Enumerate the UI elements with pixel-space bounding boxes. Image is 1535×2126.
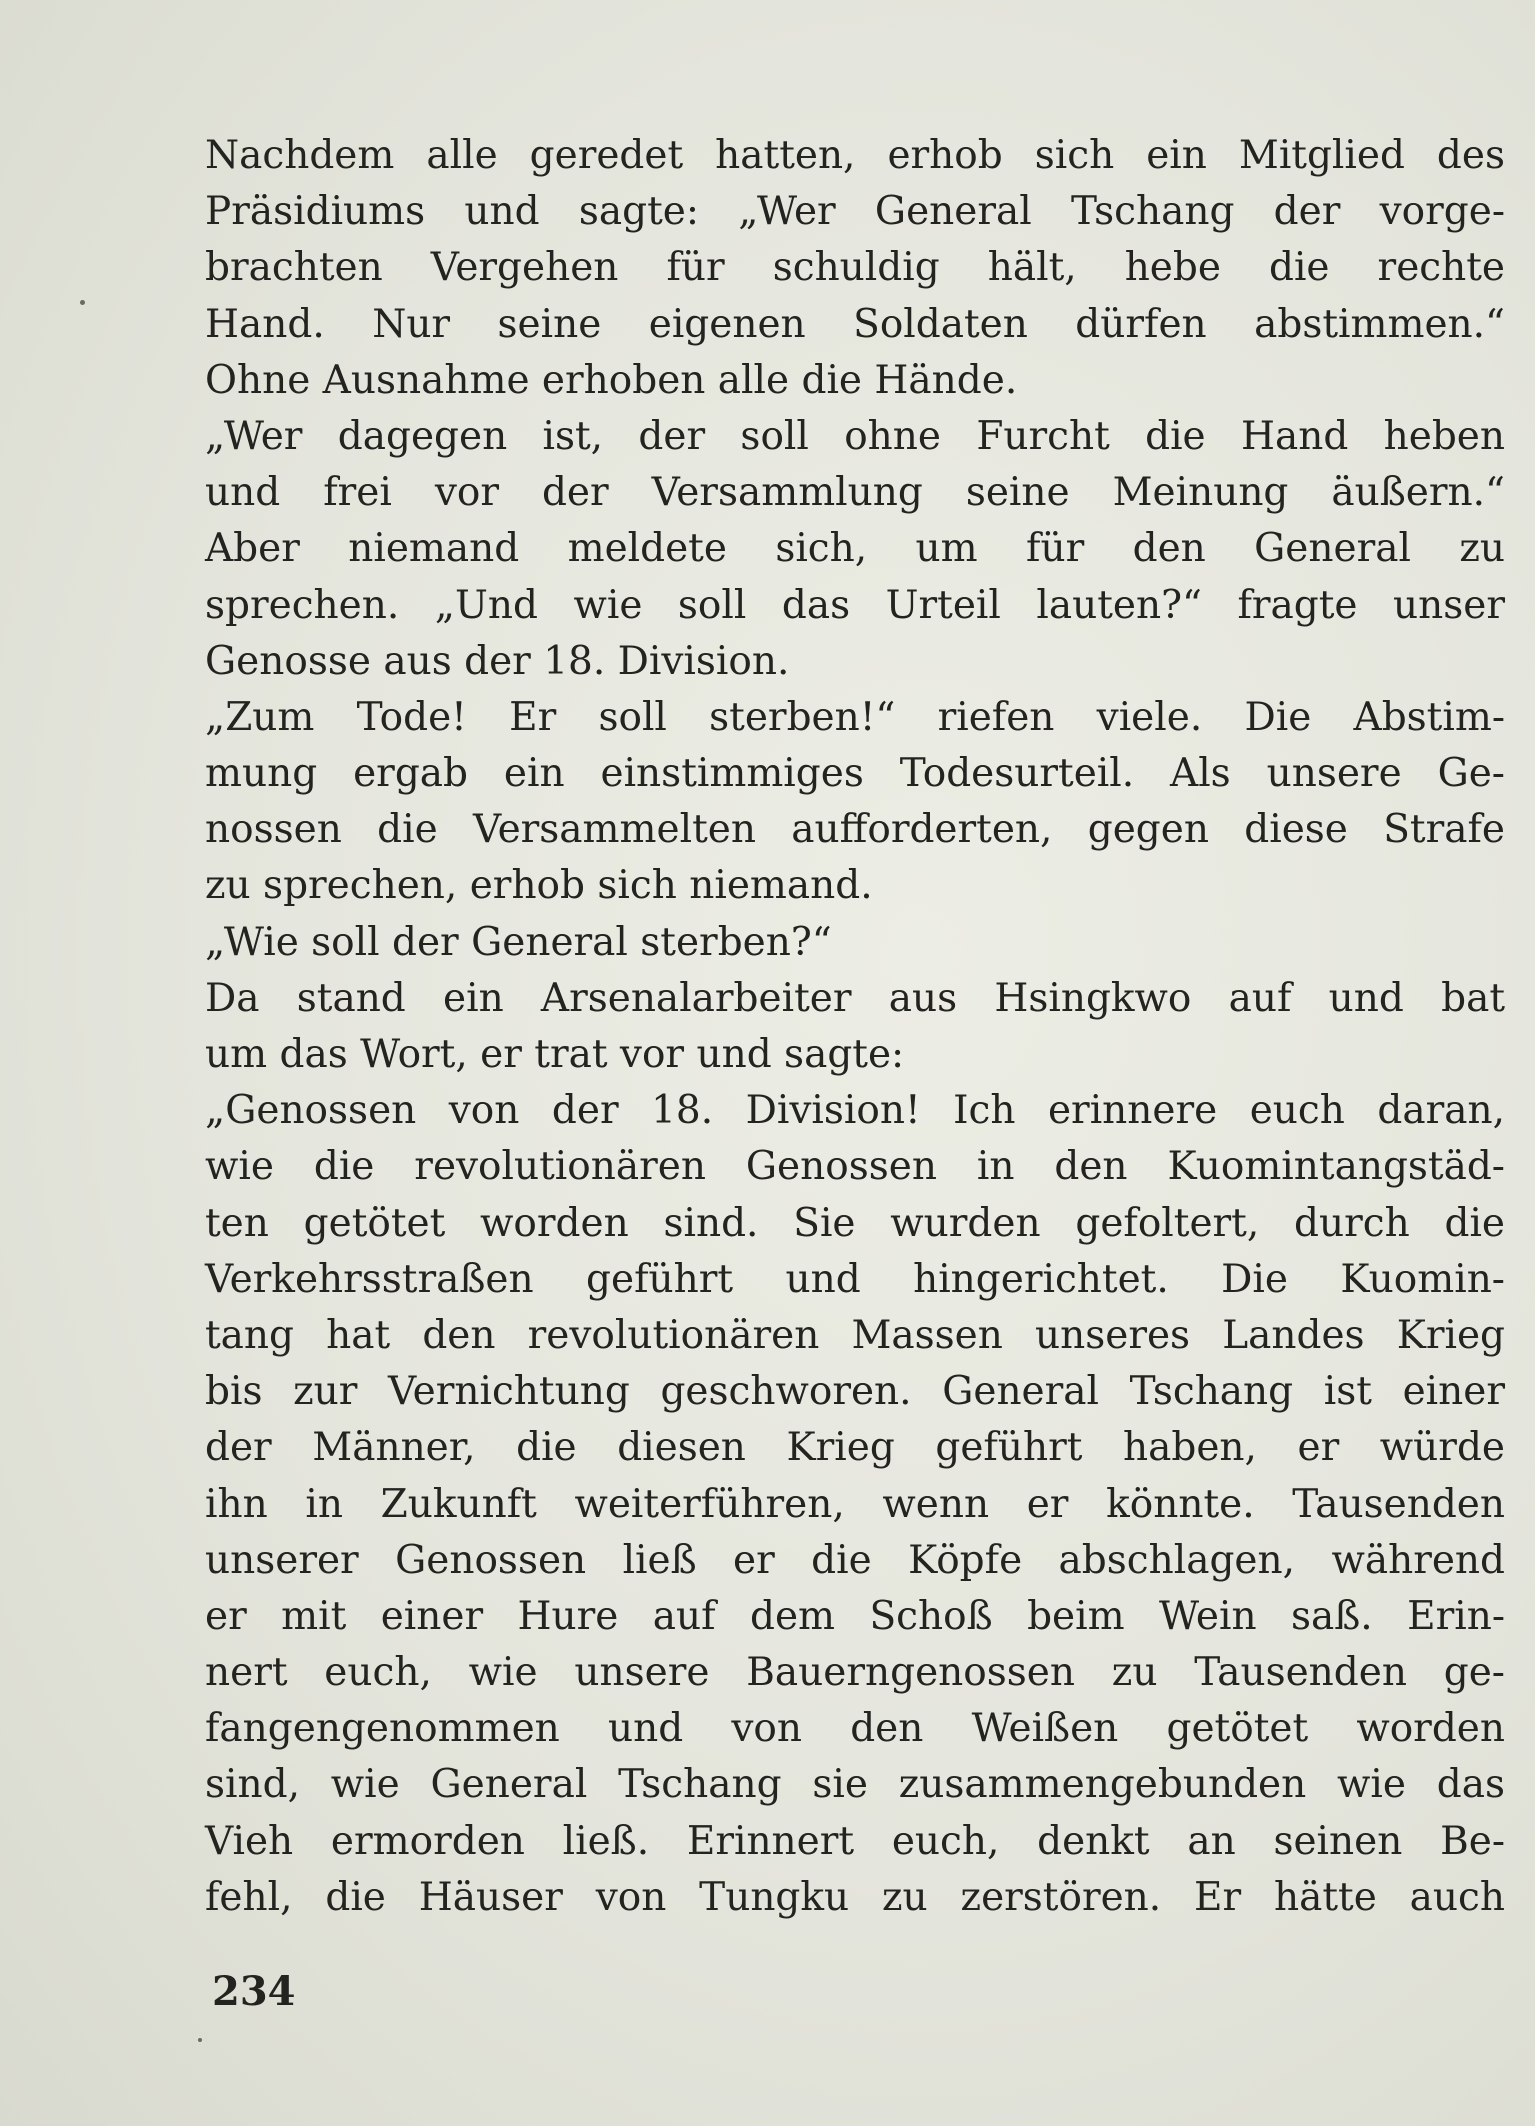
text-line: „Wie soll der General sterben?“ (205, 919, 832, 965)
text-line: um das Wort, er trat vor und sagte: (205, 1032, 905, 1077)
text-line: zu sprechen, erhob sich niemand. (205, 863, 873, 909)
text-line: Da stand ein Arsenalarbeiter aus Hsingkwo auf und bat (205, 975, 1505, 1021)
page-text (205, 128, 1505, 1926)
text-line: der Männer, die diesen Krieg geführt haben, er würde (205, 1425, 1505, 1471)
text-line: Genosse aus der 18. Division. (205, 638, 790, 684)
text-line: nossen die Versammelten aufforderten, gegen diese Strafe (205, 807, 1505, 853)
paper-speck (198, 2038, 202, 2042)
text-line: ihn in Zukunft weiterführen, wenn er könnte. Tausenden (205, 1481, 1505, 1527)
text-line: ten getötet worden sind. Sie wurden gefoltert, durch die (205, 1200, 1505, 1246)
text-line: wie die revolutionären Genossen in den Kuomintangstäd- (205, 1144, 1505, 1190)
text-line: sprechen. „Und wie soll das Urteil lauten?“ fragte unser (205, 582, 1505, 628)
text-line: und frei vor der Versammlung seine Meinung äußern.“ (205, 470, 1505, 516)
text-line: fangengenommen und von den Weißen getötet worden (205, 1706, 1505, 1752)
text-line: brachten Vergehen für schuldig hält, hebe die rechte (205, 245, 1505, 291)
text-line: „Genossen von der 18. Division! Ich erinnere euch daran, (205, 1088, 1505, 1134)
text-line: er mit einer Hure auf dem Schoß beim Wein saß. Erin- (205, 1593, 1505, 1639)
text-line: bis zur Vernichtung geschworen. General Tschang ist einer (205, 1369, 1505, 1415)
text-line: Verkehrsstraßen geführt und hingerichtet. Die Kuomin- (205, 1256, 1505, 1302)
text-line: Aber niemand meldete sich, um für den General zu (205, 526, 1505, 572)
text-line: mung ergab ein einstimmiges Todesurteil. Als unsere Ge- (205, 751, 1505, 797)
paper-speck (80, 300, 85, 305)
page-number: 234 (212, 1968, 296, 2015)
text-line: „Wer dagegen ist, der soll ohne Furcht die Hand heben (205, 413, 1505, 459)
text-line: Präsidiums und sagte: „Wer General Tschang der vorge- (205, 189, 1505, 235)
text-line: unserer Genossen ließ er die Köpfe abschlagen, während (205, 1537, 1505, 1583)
text-line: sind, wie General Tschang sie zusammengebunden wie das (205, 1762, 1505, 1808)
text-line: „Zum Tode! Er soll sterben!“ riefen viele. Die Abstim- (205, 694, 1505, 740)
text-line: Hand. Nur seine eigenen Soldaten dürfen abstimmen.“ (205, 301, 1505, 347)
text-line: nert euch, wie unsere Bauerngenossen zu Tausenden ge- (205, 1650, 1505, 1696)
text-line: fehl, die Häuser von Tungku zu zerstören. Er hätte auch (205, 1874, 1505, 1920)
text-line: tang hat den revolutionären Massen unseres Landes Krieg (205, 1312, 1505, 1358)
text-line: Nachdem alle geredet hatten, erhob sich ein Mitglied des (205, 133, 1505, 178)
text-line: Vieh ermorden ließ. Erinnert euch, denkt an seinen Be- (205, 1818, 1505, 1864)
text-line: Ohne Ausnahme erhoben alle die Hände. (205, 357, 1018, 403)
